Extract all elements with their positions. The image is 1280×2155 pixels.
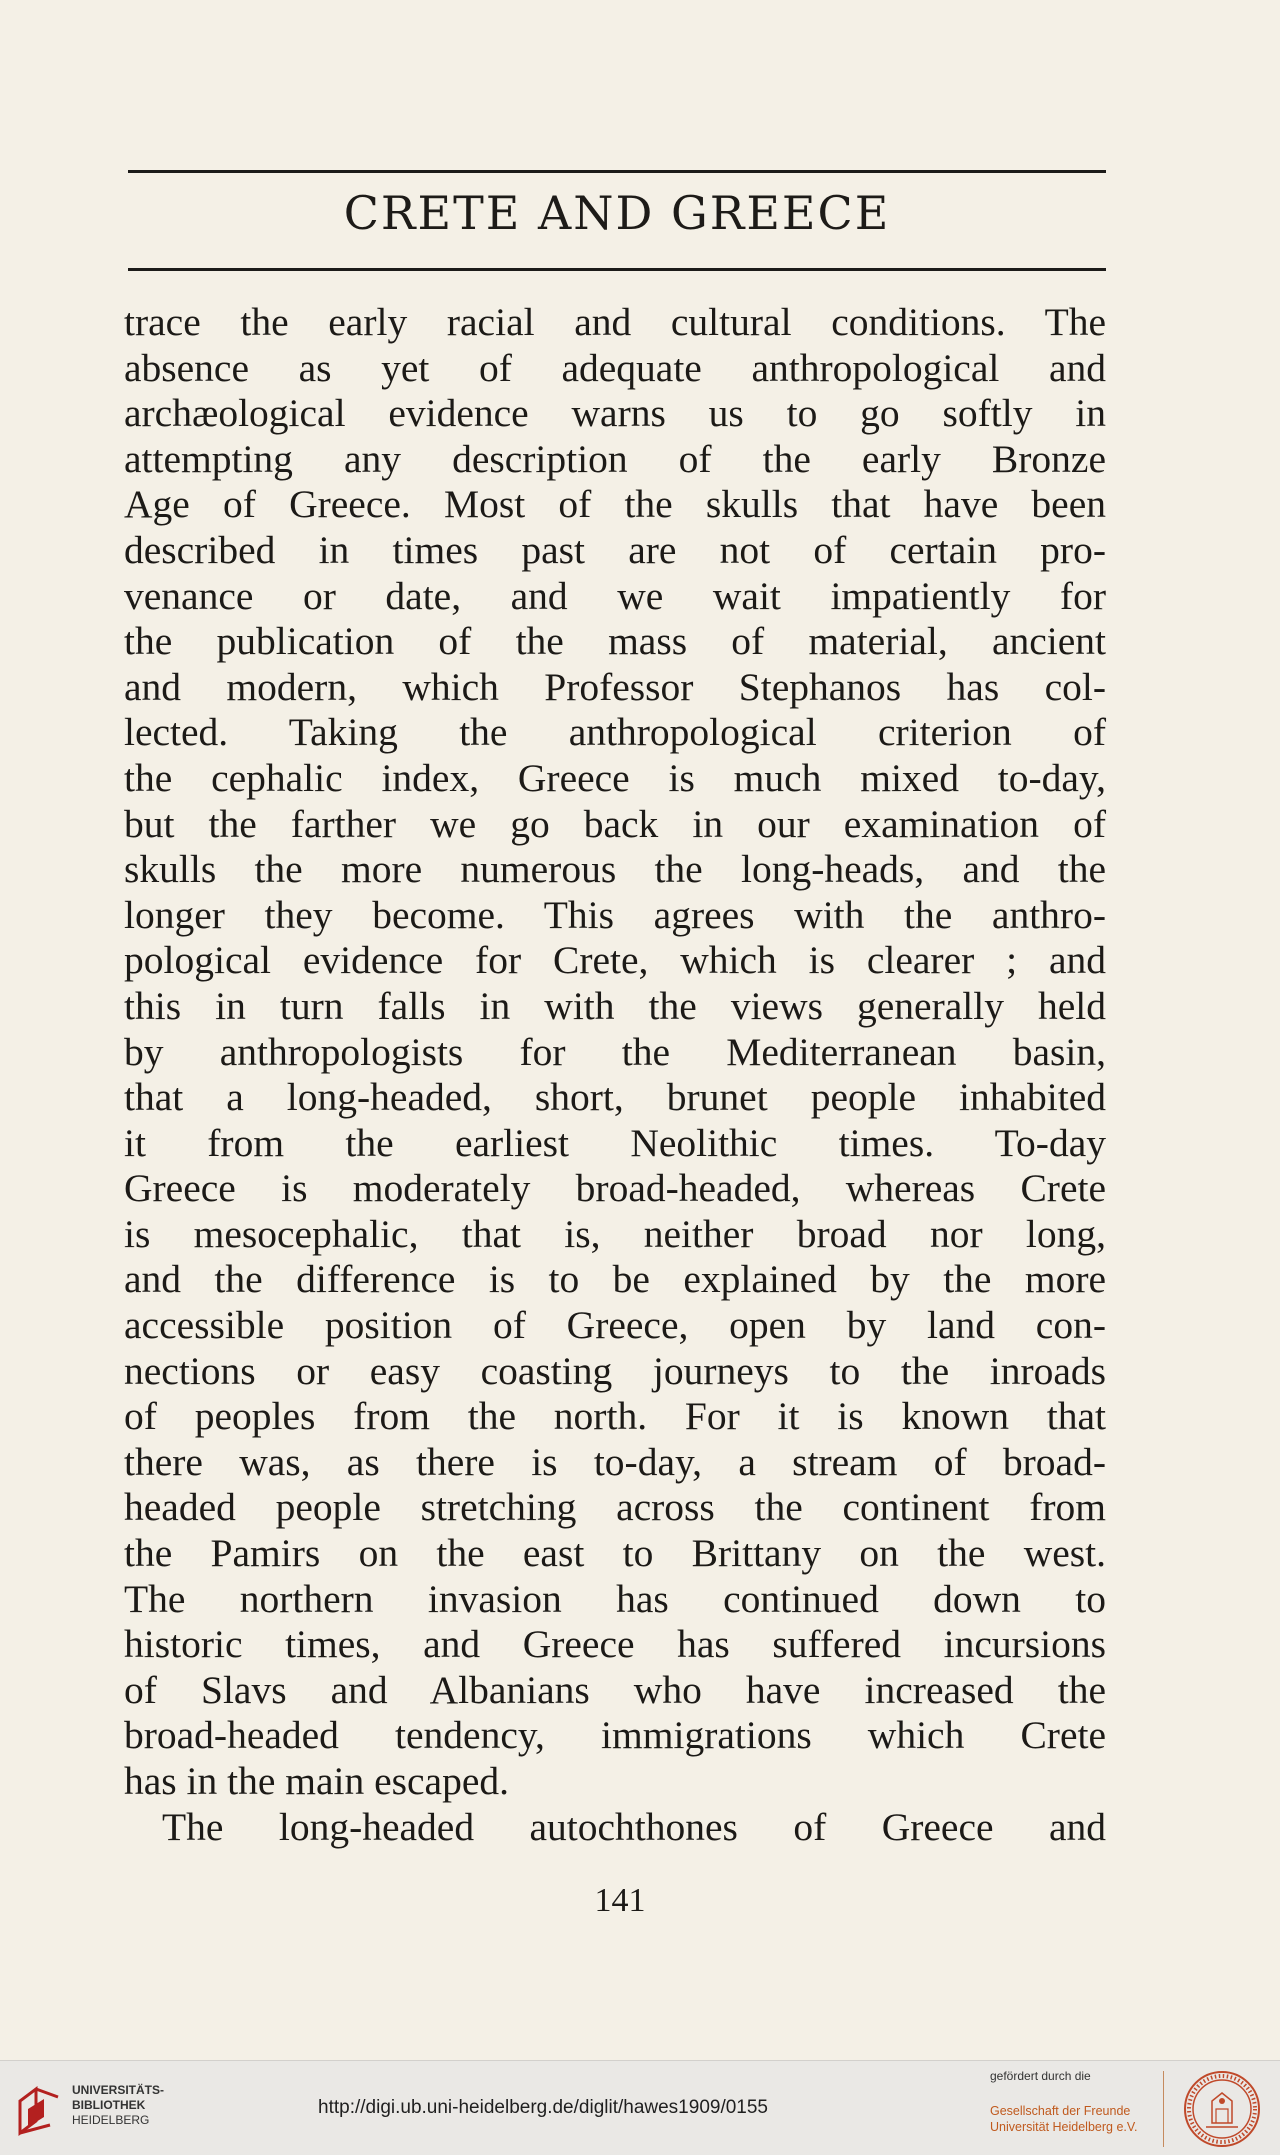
text-line: historic times, and Greece has suffered incursions xyxy=(124,1622,1106,1667)
text-line: by anthropologists for the Mediterranean basin, xyxy=(124,1029,1106,1074)
library-name-line: HEIDELBERG xyxy=(72,2113,150,2127)
text-line: is mesocephalic, that is, neither broad nor long, xyxy=(124,1211,1106,1256)
text-line: broad-headed tendency, immigrations which Crete xyxy=(124,1713,1106,1758)
text-line: the publication of the mass of material, ancient xyxy=(124,619,1106,664)
text-line: venance or date, and we wait impatiently for xyxy=(124,573,1106,618)
library-name[interactable] xyxy=(72,2083,164,2128)
text-line: The northern invasion has continued down to xyxy=(124,1576,1106,1621)
digitization-footer xyxy=(0,2060,1280,2155)
text-line: nections or easy coasting journeys to the inroads xyxy=(124,1348,1106,1393)
text-line: headed people stretching across the continent from xyxy=(124,1485,1106,1530)
text-line: Age of Greece. Most of the skulls that have been xyxy=(124,482,1106,527)
library-name-line: UNIVERSITÄTS- xyxy=(72,2083,165,2097)
text-line: attempting any description of the early Bronze xyxy=(124,436,1106,481)
text-line: there was, as there is to-day, a stream of broad- xyxy=(124,1439,1106,1484)
text-line: it from the earliest Neolithic times. To-day xyxy=(124,1120,1106,1165)
body-text xyxy=(124,300,1106,1850)
text-line: pological evidence for Crete, which is clearer ; and xyxy=(124,938,1106,983)
footer-divider xyxy=(1163,2071,1164,2147)
text-line: of peoples from the north. For it is known that xyxy=(124,1394,1106,1439)
sponsor-name-line: Gesellschaft der Freunde xyxy=(990,2104,1131,2118)
university-seal-icon xyxy=(1182,2069,1262,2149)
text-line: trace the early racial and cultural conditions. The xyxy=(124,300,1106,344)
sponsor-name[interactable] xyxy=(990,2103,1138,2135)
text-line: and modern, which Professor Stephanos has col- xyxy=(124,664,1106,709)
text-line: that a long-headed, short, brunet people inhabited xyxy=(124,1075,1106,1120)
running-head: CRETE AND GREECE xyxy=(343,186,891,240)
text-line: lected. Taking the anthropological criterion of xyxy=(124,710,1106,755)
text-line: the cephalic index, Greece is much mixed to-day, xyxy=(124,755,1106,800)
text-line-paragraph-start: The long-headed autochthones of Greece and xyxy=(162,1804,1106,1849)
text-line: archæological evidence warns us to go softly in xyxy=(124,391,1106,436)
sponsor-caption: gefördert durch die xyxy=(990,2069,1091,2083)
text-line: Greece is moderately broad-headed, whereas Crete xyxy=(124,1166,1106,1211)
page-number: 141 xyxy=(594,1882,646,1919)
text-line: this in turn falls in with the views generally held xyxy=(124,983,1106,1028)
library-name-line: BIBLIOTHEK xyxy=(72,2098,146,2112)
header-rule-bottom xyxy=(128,268,1106,271)
text-line: skulls the more numerous the long-heads, and the xyxy=(124,847,1106,892)
text-line: longer they become. This agrees with the anthro- xyxy=(124,892,1106,937)
text-line: accessible position of Greece, open by land con- xyxy=(124,1303,1106,1348)
library-logo-icon[interactable] xyxy=(14,2083,64,2137)
text-line: described in times past are not of certain pro- xyxy=(124,527,1106,572)
permalink-url[interactable]: http://digi.ub.uni-heidelberg.de/diglit/hawes1909/0155 xyxy=(318,2097,768,2118)
text-line: the Pamirs on the east to Brittany on the west. xyxy=(124,1531,1106,1576)
text-line: absence as yet of adequate anthropological and xyxy=(124,345,1106,390)
text-line-paragraph-end: has in the main escaped. xyxy=(124,1759,509,1803)
text-line: and the difference is to be explained by the more xyxy=(124,1257,1106,1302)
sponsor-name-line: Universität Heidelberg e.V. xyxy=(990,2120,1138,2134)
header-rule-top xyxy=(128,170,1106,173)
text-line: of Slavs and Albanians who have increased the xyxy=(124,1667,1106,1712)
text-line: but the farther we go back in our examination of xyxy=(124,801,1106,846)
